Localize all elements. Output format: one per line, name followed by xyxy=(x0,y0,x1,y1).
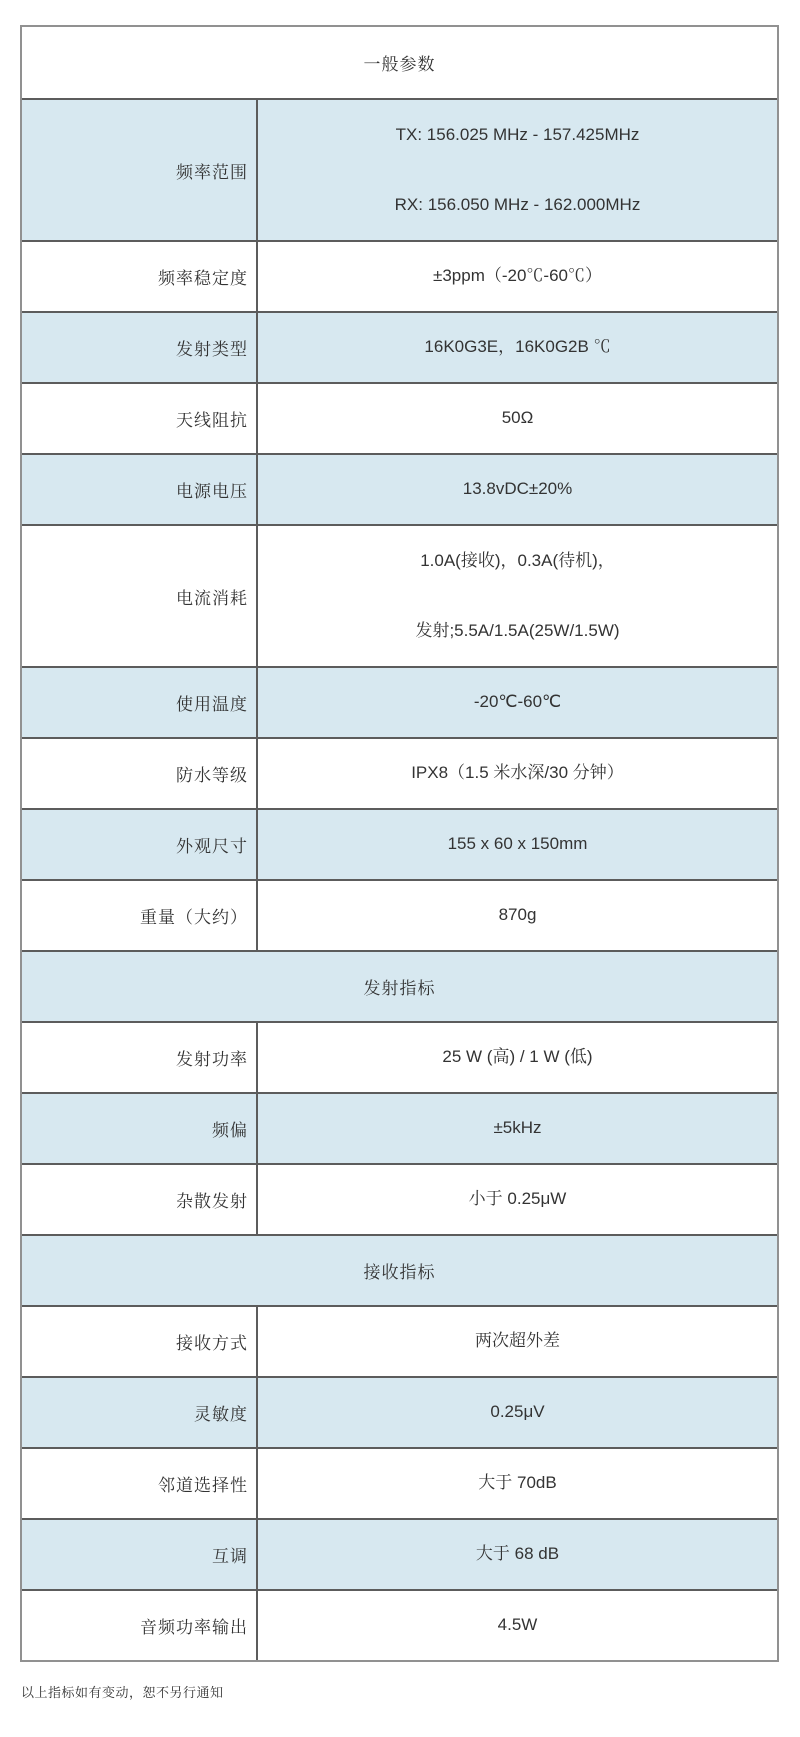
spec-label: 杂散发射 xyxy=(22,1165,258,1234)
section-title: 一般参数 xyxy=(363,55,436,74)
spec-label: 灵敏度 xyxy=(22,1378,258,1447)
spec-row xyxy=(22,1447,777,1518)
spec-label: 使用温度 xyxy=(22,668,258,737)
spec-label: 频偏 xyxy=(22,1094,258,1163)
spec-row xyxy=(22,1305,777,1376)
spec-value xyxy=(258,313,777,382)
spec-row xyxy=(22,1092,777,1163)
spec-value-line: 4.5W xyxy=(497,1615,538,1635)
spec-value xyxy=(258,1165,777,1234)
spec-row xyxy=(22,1518,777,1589)
spec-value-line: 0.25μV xyxy=(490,1402,545,1422)
spec-row xyxy=(22,524,777,666)
spec-row xyxy=(22,1589,777,1660)
spec-value-line: 870g xyxy=(498,905,537,925)
spec-value xyxy=(258,455,777,524)
spec-value xyxy=(258,1307,777,1376)
spec-value xyxy=(258,881,777,950)
spec-label: 邻道选择性 xyxy=(22,1449,258,1518)
spec-value-line: ±5kHz xyxy=(493,1118,542,1138)
spec-value-line: RX: 156.050 MHz - 162.000MHz xyxy=(394,194,641,214)
spec-value xyxy=(258,668,777,737)
spec-value xyxy=(258,810,777,879)
spec-value-line: 大于 68 dB xyxy=(475,1544,560,1564)
spec-label: 发射类型 xyxy=(22,313,258,382)
spec-label: 外观尺寸 xyxy=(22,810,258,879)
spec-row xyxy=(22,1021,777,1092)
spec-row xyxy=(22,98,777,240)
spec-row xyxy=(22,453,777,524)
section-header-row xyxy=(22,1234,777,1305)
spec-value-line: TX: 156.025 MHz - 157.425MHz xyxy=(395,124,640,144)
spec-label: 重量（大约） xyxy=(22,881,258,950)
spec-label: 电源电压 xyxy=(22,455,258,524)
spec-value-line: 1.0A(接收)，0.3A(待机)， xyxy=(420,550,615,570)
spec-label: 天线阻抗 xyxy=(22,384,258,453)
spec-value-line: 发射;5.5A/1.5A(25W/1.5W) xyxy=(415,620,620,640)
spec-label: 发射功率 xyxy=(22,1023,258,1092)
spec-value-line: 155 x 60 x 150mm xyxy=(447,834,588,854)
spec-value xyxy=(258,526,777,666)
spec-value-line: 50Ω xyxy=(501,408,534,428)
spec-row xyxy=(22,240,777,311)
spec-value xyxy=(258,1520,777,1589)
spec-value xyxy=(258,1449,777,1518)
spec-row xyxy=(22,808,777,879)
spec-label: 频率范围 xyxy=(22,100,258,240)
spec-label: 电流消耗 xyxy=(22,526,258,666)
spec-value-line: 小于 0.25μW xyxy=(468,1189,567,1209)
spec-value-line: 13.8vDC±20% xyxy=(462,479,573,499)
spec-row xyxy=(22,666,777,737)
spec-label: 音频功率输出 xyxy=(22,1591,258,1660)
spec-label: 频率稳定度 xyxy=(22,242,258,311)
spec-label: 防水等级 xyxy=(22,739,258,808)
spec-value-line: 两次超外差 xyxy=(475,1331,560,1351)
spec-label: 互调 xyxy=(22,1520,258,1589)
section-title: 接收指标 xyxy=(363,1263,436,1282)
spec-value-line: IPX8（1.5 米水深/30 分钟） xyxy=(411,763,624,783)
spec-value xyxy=(258,1378,777,1447)
spec-value-line: 16K0G3E，16K0G2B ℃ xyxy=(424,337,611,357)
footer-note: 以上指标如有变动，恕不另行通知 xyxy=(21,1685,224,1700)
spec-value xyxy=(258,739,777,808)
spec-row xyxy=(22,1163,777,1234)
spec-table xyxy=(20,25,779,1662)
spec-value-line: 25 W (高) / 1 W (低) xyxy=(442,1047,593,1067)
spec-value xyxy=(258,1023,777,1092)
spec-value xyxy=(258,1094,777,1163)
section-header-row xyxy=(22,950,777,1021)
spec-row xyxy=(22,382,777,453)
spec-value-line: -20℃-60℃ xyxy=(473,692,562,712)
spec-label: 接收方式 xyxy=(22,1307,258,1376)
spec-row xyxy=(22,879,777,950)
spec-value xyxy=(258,384,777,453)
spec-row xyxy=(22,1376,777,1447)
spec-row xyxy=(22,311,777,382)
section-header-row xyxy=(22,27,777,98)
spec-value-line: 大于 70dB xyxy=(478,1473,557,1493)
spec-row xyxy=(22,737,777,808)
spec-value xyxy=(258,1591,777,1660)
spec-value xyxy=(258,100,777,240)
spec-value-line: ±3ppm（-20℃-60℃） xyxy=(433,266,602,286)
spec-value xyxy=(258,242,777,311)
section-title: 发射指标 xyxy=(363,979,436,998)
